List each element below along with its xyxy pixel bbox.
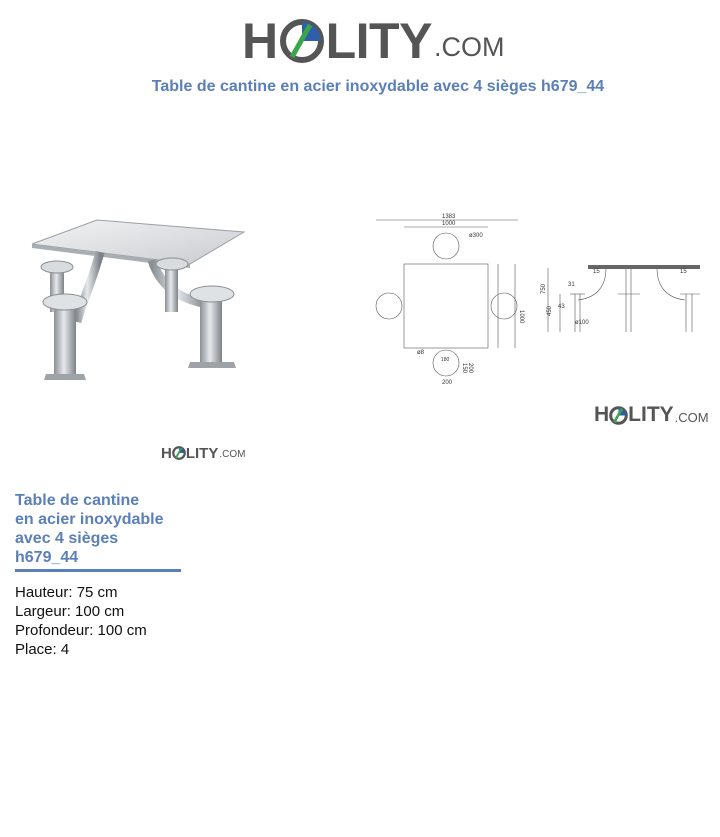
dim-200-v: 200: [467, 363, 473, 374]
logo-o-icon: [609, 406, 628, 425]
product-photo: [22, 212, 252, 387]
dim-15a: 15: [593, 269, 600, 275]
dim-31: 31: [568, 282, 575, 288]
brand-logo-secondary: H LITY .COM: [594, 403, 709, 426]
dim-total-width: 1383: [442, 214, 456, 220]
product-title: [15, 491, 181, 572]
product-title-line: avec 4 sièges: [15, 530, 119, 547]
product-title-line: Table de cantine: [15, 492, 140, 509]
technical-drawing: [370, 210, 715, 390]
logo-o-icon: [280, 19, 324, 63]
dim-200: 200: [442, 380, 453, 386]
page-title: Table de cantine en acier inoxydable avec 4 sièges h679_44: [151, 78, 605, 95]
dim-15b: 15: [680, 269, 687, 275]
dim-seat-diam: ø300: [469, 233, 483, 239]
logo-o-icon: [172, 446, 186, 460]
dim-150: 150: [461, 363, 467, 374]
brand-logo[interactable]: H LITY .COM: [242, 13, 505, 69]
dim-seat-h: 450: [547, 305, 553, 316]
dim-seat-small: 180: [441, 357, 450, 363]
spec-width: Largeur: 100 cm: [15, 603, 125, 620]
dim-43: 43: [558, 304, 565, 310]
dim-table-width: 1000: [442, 221, 456, 227]
spec-places: Place: 4: [15, 641, 70, 658]
brand-logo-small: H LITY .COM: [161, 444, 246, 462]
product-specs: [15, 583, 147, 659]
product-title-line: h679_44: [15, 549, 79, 566]
dim-leg-diam: ø100: [575, 320, 589, 326]
dim-pad: ø8: [417, 350, 425, 356]
spec-depth: Profondeur: 100 cm: [15, 622, 147, 639]
product-title-line: en acier inoxydable: [15, 511, 164, 528]
dim-height: 750: [541, 283, 547, 294]
dim-table-depth: 1000: [518, 310, 524, 324]
spec-height: Hauteur: 75 cm: [15, 584, 118, 601]
